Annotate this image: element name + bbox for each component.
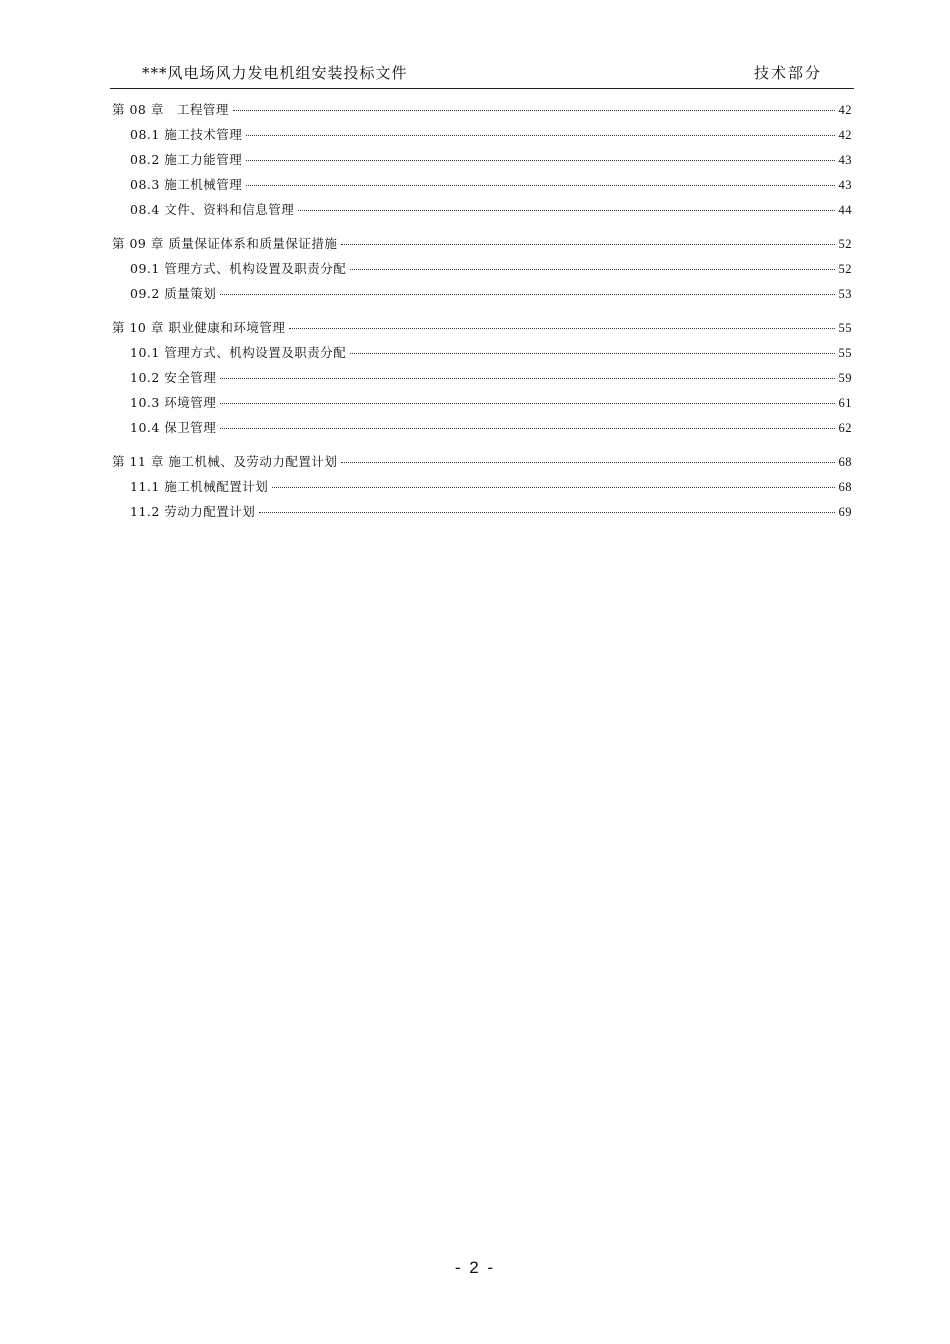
toc-dot-leader [341, 244, 834, 245]
toc-dot-leader [350, 269, 834, 270]
toc-page-number: 55 [838, 346, 852, 360]
toc-entry-title: 09.1 管理方式、机构设置及职责分配 [130, 261, 347, 276]
toc-entry-title: 10.3 环境管理 [130, 395, 217, 410]
toc-page-number: 68 [838, 455, 852, 469]
toc-page-number: 62 [838, 421, 852, 435]
toc-dot-leader [259, 512, 834, 513]
toc-section-10-3[interactable] [112, 393, 852, 418]
toc-section-09-1[interactable] [112, 259, 852, 284]
toc-page-number: 69 [838, 505, 852, 519]
toc-page-number: 61 [838, 396, 852, 410]
toc-section-08-2[interactable] [112, 150, 852, 175]
toc-page-number: 42 [838, 103, 852, 117]
toc-dot-leader [246, 185, 834, 186]
toc-dot-leader [233, 110, 835, 111]
toc-dot-leader [298, 210, 834, 211]
page-header [110, 58, 854, 89]
toc-section-08-4[interactable] [112, 200, 852, 225]
toc-dot-leader [341, 462, 834, 463]
toc-dot-leader [246, 160, 834, 161]
page-number: - 2 - [454, 1258, 496, 1277]
toc-section-08-3[interactable] [112, 175, 852, 200]
toc-section-11-2[interactable] [112, 502, 852, 527]
toc-entry-title: 第 09 章 质量保证体系和质量保证措施 [112, 236, 338, 251]
toc-entry-title: 10.1 管理方式、机构设置及职责分配 [130, 345, 347, 360]
toc-entry-title: 08.4 文件、资料和信息管理 [130, 202, 295, 217]
toc-page-number: 59 [838, 371, 852, 385]
toc-entry-title: 11.2 劳动力配置计划 [130, 504, 256, 519]
toc-page-number: 53 [838, 287, 852, 301]
toc-entry-title: 10.2 安全管理 [130, 370, 217, 385]
toc-dot-leader [272, 487, 834, 488]
toc-page-number: 43 [838, 153, 852, 167]
toc-section-11-1[interactable] [112, 477, 852, 502]
toc-dot-leader [220, 378, 834, 379]
toc-section-08-1[interactable] [112, 125, 852, 150]
document-title: ***风电场风力发电机组安装投标文件 [142, 64, 408, 82]
toc-section-09-2[interactable] [112, 284, 852, 309]
toc-dot-leader [220, 294, 834, 295]
toc-page-number: 68 [838, 480, 852, 494]
toc-section-10-1[interactable] [112, 343, 852, 368]
toc-entry-title: 08.3 施工机械管理 [130, 177, 243, 192]
toc-page-number: 42 [838, 128, 852, 142]
table-of-contents [112, 100, 852, 527]
toc-entry-title: 09.2 质量策划 [130, 286, 217, 301]
toc-dot-leader [350, 353, 834, 354]
toc-page-number: 52 [838, 262, 852, 276]
toc-entry-title: 第 11 章 施工机械、及劳动力配置计划 [112, 454, 338, 469]
toc-chapter-09[interactable] [112, 234, 852, 259]
toc-page-number: 52 [838, 237, 852, 251]
toc-dot-leader [289, 328, 834, 329]
toc-chapter-10[interactable] [112, 318, 852, 343]
toc-section-10-2[interactable] [112, 368, 852, 393]
toc-chapter-08[interactable] [112, 100, 852, 125]
toc-page-number: 55 [838, 321, 852, 335]
toc-entry-title: 10.4 保卫管理 [130, 420, 217, 435]
section-label: 技术部分 [753, 64, 822, 82]
toc-dot-leader [246, 135, 834, 136]
toc-entry-title: 08.1 施工技术管理 [130, 127, 243, 142]
toc-section-10-4[interactable] [112, 418, 852, 443]
toc-entry-title: 第 10 章 职业健康和环境管理 [112, 320, 286, 335]
toc-chapter-11[interactable] [112, 452, 852, 477]
toc-entry-title: 11.1 施工机械配置计划 [130, 479, 269, 494]
toc-dot-leader [220, 403, 834, 404]
toc-entry-title: 08.2 施工力能管理 [130, 152, 243, 167]
toc-page-number: 43 [838, 178, 852, 192]
toc-page-number: 44 [838, 203, 852, 217]
toc-entry-title: 第 08 章 工程管理 [112, 102, 229, 117]
toc-dot-leader [220, 428, 834, 429]
